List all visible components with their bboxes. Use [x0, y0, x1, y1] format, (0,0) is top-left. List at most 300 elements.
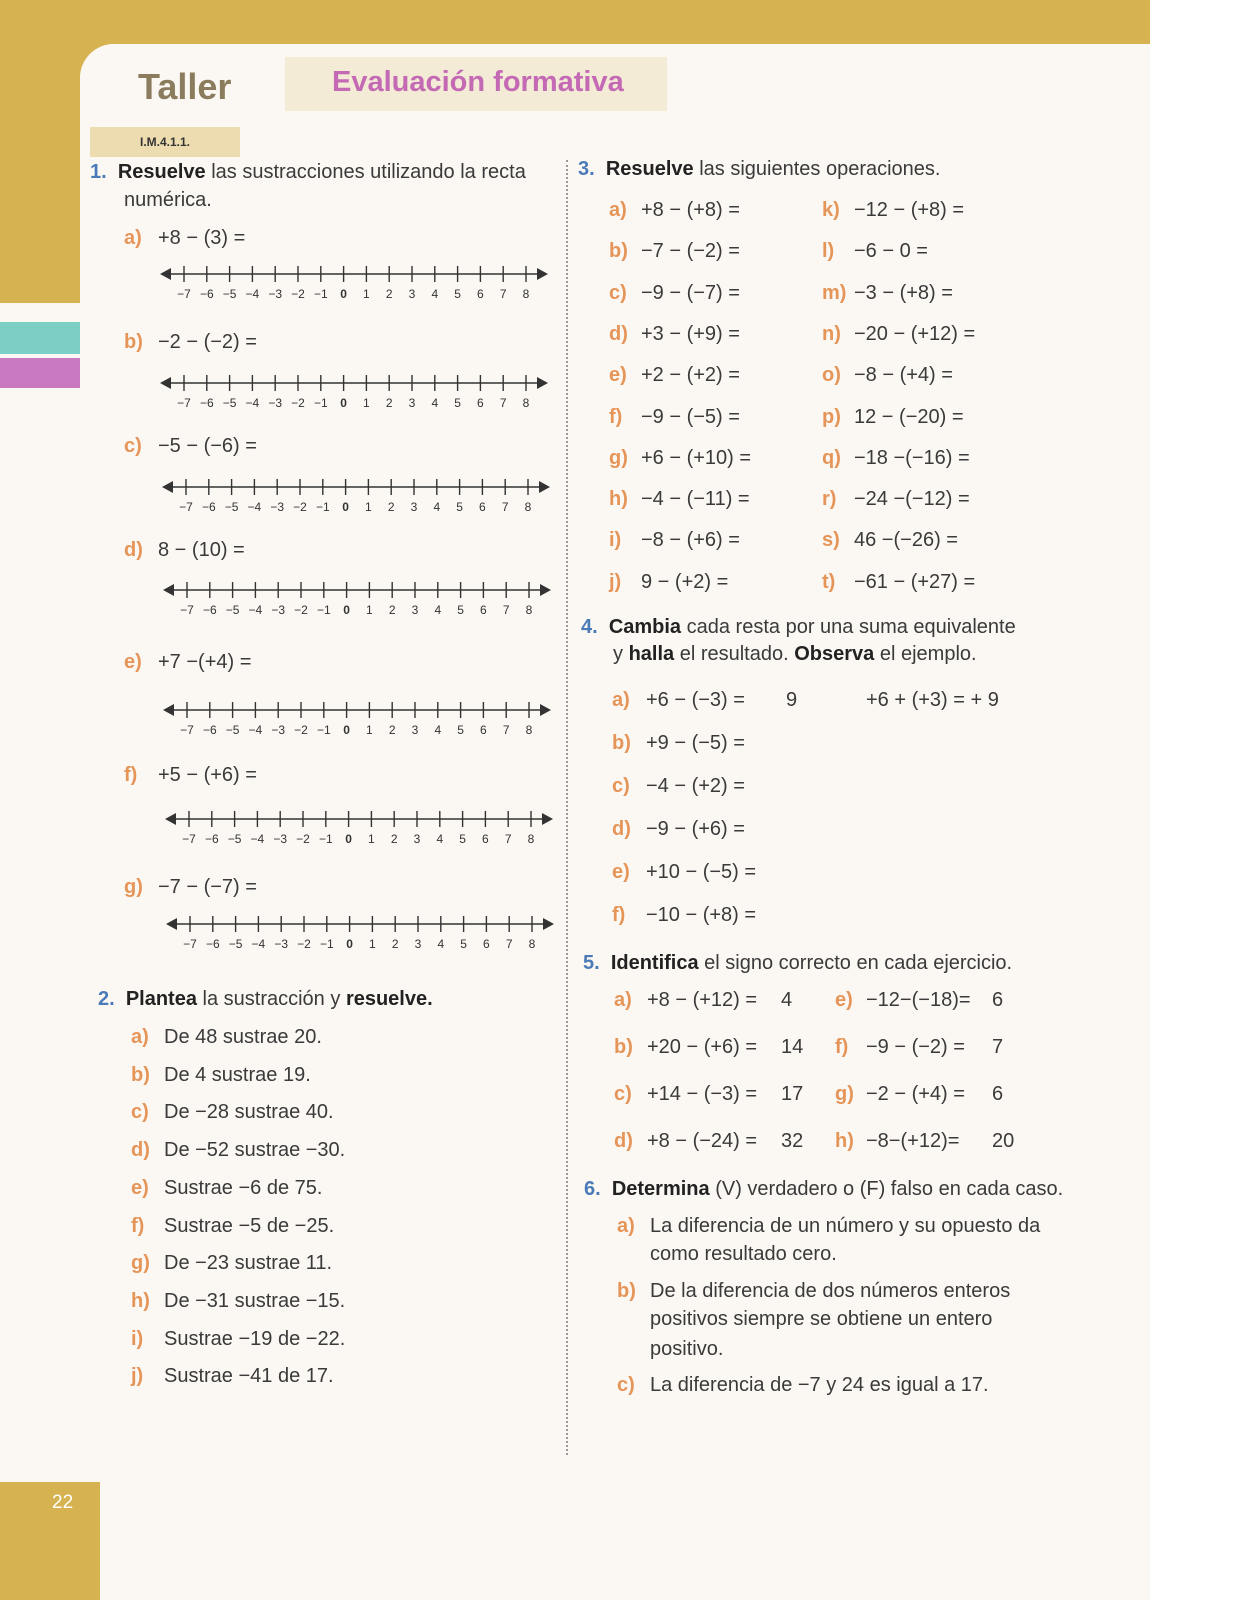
q4-item-letter: c) [612, 775, 630, 797]
arrow-right-icon [537, 268, 548, 280]
number-line [163, 699, 573, 739]
number-line-tick-label: 0 [342, 500, 349, 514]
q1-item-letter: c) [124, 435, 142, 457]
number-line-tick-label: 7 [504, 832, 512, 846]
q5-item-expression: −8−(+12)= [866, 1130, 960, 1152]
q6-item-a-line2: como resultado cero. [650, 1243, 837, 1265]
number-line-tick-label: −3 [271, 723, 286, 737]
number-line-tick-label: 4 [433, 500, 441, 514]
number-line-tick-label: 6 [477, 396, 484, 410]
number-line-tick-label: −4 [245, 396, 260, 410]
q5-item-expression: +8 − (−24) = [647, 1130, 758, 1152]
q3-item-expression: −18 −(−16) = [854, 446, 970, 469]
number-line-tick-label: 8 [525, 723, 533, 737]
number-line-tick-label: −7 [183, 937, 197, 951]
q3-item-letter: c) [609, 281, 627, 304]
number-line-tick-label: 3 [411, 723, 419, 737]
q4-item-expression: −10 − (+8) = [646, 904, 757, 926]
q5-item-value: 7 [992, 1036, 1004, 1058]
number-line-tick-label: 0 [343, 723, 350, 737]
number-line-tick-label: −7 [177, 287, 191, 301]
q2-item-text: De −28 sustrae 40. [164, 1101, 334, 1124]
q4-verb2: halla [628, 643, 675, 665]
q3-number: 3. [578, 158, 595, 180]
q4-item-letter: a) [612, 689, 630, 711]
q3-item-letter: p) [822, 405, 841, 428]
number-line-tick-label: −2 [293, 500, 307, 514]
number-line-tick-label: −4 [247, 500, 262, 514]
q3-item-letter: a) [609, 199, 627, 221]
q2-verb1: Plantea [125, 988, 197, 1010]
q2-item-letter: a) [131, 1026, 149, 1048]
q5-item-expression: +20 − (+6) = [647, 1036, 758, 1058]
q6-heading [584, 1178, 1063, 1201]
arrow-left-icon [165, 813, 176, 825]
arrow-left-icon [160, 268, 171, 280]
q2-verb2: resuelve. [345, 988, 433, 1010]
number-line-tick-label: −6 [199, 287, 214, 301]
number-line-tick-label: −4 [248, 723, 263, 737]
q3-item-letter: j) [609, 570, 622, 593]
q2-item-letter: j) [131, 1365, 144, 1388]
q3-item-expression: 12 − (−20) = [854, 405, 964, 428]
q2-mid: la sustracción y [202, 988, 341, 1010]
pink-tab [0, 358, 80, 388]
q2-item-text: Sustrae −6 de 75. [164, 1176, 323, 1199]
q5-item-letter: f) [835, 1036, 849, 1058]
q5-item-expression: +14 − (−3) = [647, 1083, 758, 1105]
q4-item-expression: −9 − (+6) = [646, 818, 745, 840]
q5-rest: el signo correcto en cada ejercicio. [704, 952, 1013, 974]
q3-verb: Resuelve [605, 158, 694, 180]
q5-verb: Identifica [610, 952, 699, 974]
number-line-tick-label: 7 [499, 287, 507, 301]
q5-item-letter: h) [835, 1130, 854, 1152]
number-line-tick-label: 3 [408, 396, 416, 410]
number-line-tick-label: 1 [363, 287, 370, 301]
indicator-code: I.M.4.1.1. [90, 127, 240, 157]
q6-item-b-line1: De la diferencia de dos números enteros [650, 1280, 1011, 1302]
left-margin-band [0, 0, 80, 303]
q1-item-expression: −2 − (−2) = [158, 331, 257, 353]
number-line-tick-label: −1 [316, 603, 331, 617]
arrow-left-icon [166, 918, 177, 930]
number-line-tick-label: 8 [527, 832, 535, 846]
q2-item-text: De −31 sustrae −15. [164, 1289, 346, 1312]
number-line-tick-label: 5 [456, 500, 463, 514]
number-line-tick-label: 4 [434, 603, 442, 617]
arrow-left-icon [162, 481, 173, 493]
number-line-tick-label: −5 [222, 396, 237, 410]
number-line-tick-label: −5 [227, 832, 242, 846]
q3-item-expression: −4 − (−11) = [641, 488, 750, 511]
arrow-right-icon [537, 377, 548, 389]
q2-item-letter: g) [131, 1252, 150, 1275]
q4-item-letter: f) [612, 904, 626, 926]
number-line-tick-label: −3 [268, 396, 283, 410]
number-line-tick-label: 0 [340, 287, 347, 301]
number-line-tick-label: −2 [291, 287, 305, 301]
q5-item-expression: −12−(−18)= [866, 989, 971, 1011]
number-line [162, 476, 572, 516]
number-line-tick-label: 0 [345, 832, 352, 846]
number-line-tick-label: 5 [457, 723, 464, 737]
number-line-tick-label: −5 [225, 603, 240, 617]
q5-number: 5. [583, 952, 600, 974]
number-line-tick-label: −6 [199, 396, 214, 410]
number-line-tick-label: 6 [479, 500, 486, 514]
q1-item-expression: +5 − (+6) = [158, 764, 257, 786]
arrow-right-icon [540, 584, 551, 596]
q5-item-letter: d) [614, 1130, 633, 1152]
number-line-tick-label: 1 [366, 603, 373, 617]
q2-item-letter: b) [131, 1063, 150, 1086]
q5-item-value: 32 [781, 1130, 804, 1152]
q6-item-c-line1: La diferencia de −7 y 24 es igual a 17. [650, 1374, 989, 1396]
number-line-tick-label: 2 [391, 937, 399, 951]
q1-item-expression: −5 − (−6) = [158, 435, 257, 457]
number-line [165, 808, 575, 848]
q3-item-expression: −9 − (−7) = [641, 281, 740, 304]
number-line [166, 913, 576, 953]
number-line-tick-label: −1 [319, 937, 334, 951]
number-line-tick-label: 8 [528, 937, 536, 951]
q3-item-expression: −24 −(−12) = [854, 488, 970, 511]
q3-item-letter: i) [609, 529, 622, 552]
q6-item-a-line1: La diferencia de un número y su opuesto da [650, 1215, 1041, 1237]
q5-item-letter: c) [614, 1083, 632, 1105]
number-line-tick-label: 3 [414, 937, 422, 951]
q2-item-text: De −23 sustrae 11. [164, 1252, 333, 1275]
q2-item-text: Sustrae −19 de −22. [164, 1327, 346, 1350]
next-page-edge [1150, 0, 1236, 1600]
q3-rest: las siguientes operaciones. [699, 158, 941, 180]
number-line-tick-label: 7 [499, 396, 507, 410]
number-line-tick-label: −3 [274, 937, 289, 951]
q4-item-expression: −4 − (+2) = [646, 775, 745, 797]
q3-item-expression: −8 − (+6) = [641, 529, 740, 552]
number-line-tick-label: 7 [501, 500, 509, 514]
section-title: Evaluación formativa [332, 66, 624, 98]
number-line-tick-label: −6 [201, 500, 216, 514]
number-line-tick-label: −2 [291, 396, 305, 410]
number-line-tick-label: −5 [228, 937, 243, 951]
q1-item-expression: −7 − (−7) = [158, 876, 257, 898]
q6-item-a-letter: a) [617, 1215, 635, 1237]
q1-item-letter: f) [124, 764, 138, 786]
number-line-tick-label: 0 [340, 396, 347, 410]
q2-number: 2. [98, 988, 115, 1010]
number-line-tick-label: 8 [522, 396, 530, 410]
q5-item-expression: −2 − (+4) = [866, 1083, 965, 1105]
q6-number: 6. [584, 1178, 601, 1200]
q3-item-letter: f) [609, 405, 623, 428]
number-line-tick-label: 1 [368, 832, 375, 846]
q3-item-expression: +2 − (+2) = [641, 364, 740, 387]
number-line-tick-label: 7 [502, 723, 510, 737]
number-line-tick-label: 1 [365, 500, 372, 514]
number-line-tick-label: −5 [225, 723, 240, 737]
number-line-tick-label: −6 [202, 723, 217, 737]
q4-line2a: y [613, 643, 623, 665]
q3-item-letter: m) [822, 281, 847, 304]
arrow-right-icon [540, 704, 551, 716]
number-line-tick-label: −1 [313, 396, 328, 410]
q5-item-value: 17 [781, 1083, 804, 1105]
number-line-tick-label: −6 [202, 603, 217, 617]
number-line-tick-label: −7 [182, 832, 196, 846]
teal-tab [0, 322, 80, 354]
q3-item-expression: −61 − (+27) = [854, 570, 976, 593]
q3-item-expression: 9 − (+2) = [641, 570, 729, 593]
q2-item-letter: h) [131, 1289, 150, 1312]
q6-rest: (V) verdadero o (F) falso en cada caso. [715, 1178, 1064, 1200]
q5-item-value: 14 [781, 1036, 804, 1058]
number-line-tick-label: 5 [454, 287, 461, 301]
q1-verb: Resuelve [117, 161, 206, 183]
number-line [160, 372, 570, 412]
q5-item-value: 6 [992, 989, 1004, 1011]
number-line-tick-label: 2 [385, 287, 393, 301]
q3-item-expression: +6 − (+10) = [641, 446, 752, 469]
q2-item-text: De 48 sustrae 20. [164, 1026, 322, 1048]
arrow-right-icon [539, 481, 550, 493]
q4-example-answer: 9 [786, 689, 798, 711]
q5-item-letter: g) [835, 1083, 854, 1105]
number-line-tick-label: 5 [454, 396, 461, 410]
q6-item-b-line2: positivos siempre se obtiene un entero [650, 1308, 993, 1330]
number-line-tick-label: −1 [315, 500, 330, 514]
q3-item-letter: q) [822, 446, 841, 469]
q3-item-expression: 46 −(−26) = [854, 529, 958, 552]
number-line-tick-label: −2 [296, 832, 310, 846]
number-line-tick-label: 1 [366, 723, 373, 737]
q2-item-text: De 4 sustrae 19. [164, 1063, 311, 1086]
number-line-tick-label: 2 [388, 723, 396, 737]
q4-rest1: cada resta por una suma equivalente [686, 616, 1016, 638]
number-line-tick-label: 0 [346, 937, 353, 951]
q3-item-expression: −6 − 0 = [854, 240, 928, 263]
q4-example-sum: +6 + (+3) = + 9 [866, 689, 999, 711]
q4-number: 4. [581, 616, 598, 638]
q3-item-expression: −20 − (+12) = [854, 322, 976, 345]
q5-item-expression: −9 − (−2) = [866, 1036, 965, 1058]
number-line-tick-label: 3 [410, 500, 418, 514]
q4-item-expression: +10 − (−5) = [646, 861, 757, 883]
number-line-tick-label: −5 [222, 287, 237, 301]
page-number: 22 [52, 1492, 74, 1513]
number-line-tick-label: 6 [483, 937, 490, 951]
q6-item-b-letter: b) [617, 1280, 636, 1302]
number-line-svg [163, 699, 558, 739]
number-line-tick-label: −4 [245, 287, 260, 301]
q4-item-expression: +9 − (−5) = [646, 732, 745, 754]
number-line-tick-label: 3 [408, 287, 416, 301]
q2-item-letter: i) [131, 1327, 144, 1350]
number-line-tick-label: 6 [477, 287, 484, 301]
number-line-tick-label: −3 [270, 500, 285, 514]
number-line-tick-label: −3 [273, 832, 288, 846]
q3-item-letter: t) [822, 570, 836, 593]
number-line-tick-label: 1 [363, 396, 370, 410]
q1-item-letter: b) [124, 331, 143, 353]
number-line-tick-label: 7 [505, 937, 513, 951]
q2-item-letter: c) [131, 1101, 149, 1124]
number-line-svg [165, 808, 560, 848]
number-line-tick-label: −3 [271, 603, 286, 617]
number-line-tick-label: 8 [525, 603, 533, 617]
number-line-tick-label: −2 [297, 937, 311, 951]
arrow-left-icon [160, 377, 171, 389]
q3-item-letter: o) [822, 364, 841, 387]
q3-item-expression: −7 − (−2) = [641, 240, 740, 263]
q3-item-expression: −9 − (−5) = [641, 405, 740, 428]
number-line-tick-label: 4 [437, 937, 445, 951]
number-line-tick-label: 6 [480, 723, 487, 737]
number-line-tick-label: −6 [204, 832, 219, 846]
q2-item-text: Sustrae −41 de 17. [164, 1365, 334, 1388]
number-line-tick-label: 2 [387, 500, 395, 514]
q3-item-letter: e) [609, 364, 627, 387]
number-line-tick-label: −4 [251, 937, 266, 951]
q3-item-expression: +8 − (+8) = [641, 199, 740, 221]
q3-item-expression: −8 − (+4) = [854, 364, 953, 387]
number-line-tick-label: 4 [431, 396, 439, 410]
q1-rest-line2: numérica. [124, 189, 212, 211]
taller-title: Taller [138, 66, 232, 107]
number-line-tick-label: 5 [459, 832, 466, 846]
q1-item-expression: +8 − (3) = [158, 227, 246, 249]
q2-item-text: Sustrae −5 de −25. [164, 1214, 335, 1237]
q1-heading [90, 161, 526, 184]
q2-heading [98, 988, 433, 1011]
number-line-tick-label: −2 [294, 603, 308, 617]
q5-heading [583, 952, 1012, 975]
number-line-tick-label: 2 [385, 396, 393, 410]
number-line-tick-label: 2 [390, 832, 398, 846]
q1-item-letter: a) [124, 227, 142, 249]
footer-band [0, 1482, 100, 1600]
q5-item-value: 20 [992, 1130, 1015, 1152]
q4-heading-line2 [613, 643, 977, 666]
q3-item-letter: s) [822, 529, 840, 552]
number-line-tick-label: 3 [411, 603, 419, 617]
q4-heading [581, 616, 1016, 639]
q4-item-letter: e) [612, 861, 630, 883]
q6-item-c-letter: c) [617, 1374, 635, 1396]
q4-item-letter: d) [612, 818, 631, 840]
q5-item-letter: b) [614, 1036, 633, 1058]
q2-item-letter: f) [131, 1214, 145, 1237]
number-line-tick-label: 4 [434, 723, 442, 737]
q1-item-expression: +7 −(+4) = [158, 651, 252, 673]
q1-item-expression: 8 − (10) = [158, 539, 245, 561]
q2-item-letter: e) [131, 1176, 149, 1199]
q5-item-letter: e) [835, 989, 853, 1011]
q5-item-value: 4 [781, 989, 793, 1011]
q1-rest: las sustracciones utilizando la recta [211, 161, 526, 183]
q3-item-expression: −3 − (+8) = [854, 281, 953, 304]
number-line-tick-label: 2 [388, 603, 396, 617]
q3-item-expression: −12 − (+8) = [854, 199, 965, 221]
number-line-tick-label: −1 [313, 287, 328, 301]
number-line-svg [166, 913, 561, 953]
q1-number: 1. [90, 161, 107, 183]
q3-item-letter: d) [609, 322, 628, 345]
number-line-tick-label: 4 [436, 832, 444, 846]
q2-item-letter: d) [131, 1139, 150, 1162]
number-line-tick-label: 5 [457, 603, 464, 617]
q4-line2c: el ejemplo. [879, 643, 977, 665]
number-line-tick-label: −6 [205, 937, 220, 951]
q4-verb3: Observa [794, 643, 875, 665]
number-line-tick-label: 4 [431, 287, 439, 301]
q1-item-letter: d) [124, 539, 143, 561]
number-line-tick-label: 6 [480, 603, 487, 617]
arrow-left-icon [163, 704, 174, 716]
number-line-tick-label: 6 [482, 832, 489, 846]
number-line-tick-label: 1 [369, 937, 376, 951]
q6-item-b-line3: positivo. [650, 1338, 724, 1360]
q5-item-value: 6 [992, 1083, 1004, 1105]
number-line-svg [160, 263, 555, 303]
number-line-svg [163, 579, 558, 619]
number-line-tick-label: −7 [180, 603, 194, 617]
q4-verb1: Cambia [608, 616, 682, 638]
number-line-svg [162, 476, 557, 516]
number-line-tick-label: 5 [460, 937, 467, 951]
q3-heading [578, 158, 940, 181]
q3-item-letter: h) [609, 488, 628, 511]
number-line [163, 579, 573, 619]
number-line-tick-label: −4 [250, 832, 265, 846]
q3-item-letter: r) [822, 488, 837, 511]
number-line-tick-label: 8 [522, 287, 530, 301]
number-line-tick-label: −1 [316, 723, 331, 737]
q1-item-letter: g) [124, 876, 143, 898]
number-line-tick-label: −3 [268, 287, 283, 301]
q4-item-expression: +6 − (−3) = [646, 689, 745, 711]
number-line-tick-label: −1 [318, 832, 333, 846]
arrow-right-icon [542, 813, 553, 825]
number-line-tick-label: −7 [177, 396, 191, 410]
number-line-tick-label: −7 [179, 500, 193, 514]
q3-item-letter: n) [822, 322, 841, 345]
number-line-tick-label: −4 [248, 603, 263, 617]
number-line-tick-label: 3 [413, 832, 421, 846]
number-line [160, 263, 570, 303]
q3-item-letter: l) [822, 240, 835, 263]
number-line-tick-label: −7 [180, 723, 194, 737]
number-line-tick-label: −5 [224, 500, 239, 514]
q3-item-letter: g) [609, 446, 628, 469]
number-line-svg [160, 372, 555, 412]
q2-item-text: De −52 sustrae −30. [164, 1139, 346, 1162]
number-line-tick-label: 0 [343, 603, 350, 617]
q3-item-letter: k) [822, 199, 840, 221]
q3-item-expression: +3 − (+9) = [641, 322, 740, 345]
q3-item-letter: b) [609, 240, 628, 263]
arrow-left-icon [163, 584, 174, 596]
q4-item-letter: b) [612, 732, 631, 754]
q6-verb: Determina [611, 1178, 710, 1200]
q5-item-expression: +8 − (+12) = [647, 989, 758, 1011]
q5-item-letter: a) [614, 989, 632, 1011]
number-line-tick-label: −2 [294, 723, 308, 737]
arrow-right-icon [543, 918, 554, 930]
q1-item-letter: e) [124, 651, 142, 673]
q4-line2b: el resultado. [679, 643, 789, 665]
